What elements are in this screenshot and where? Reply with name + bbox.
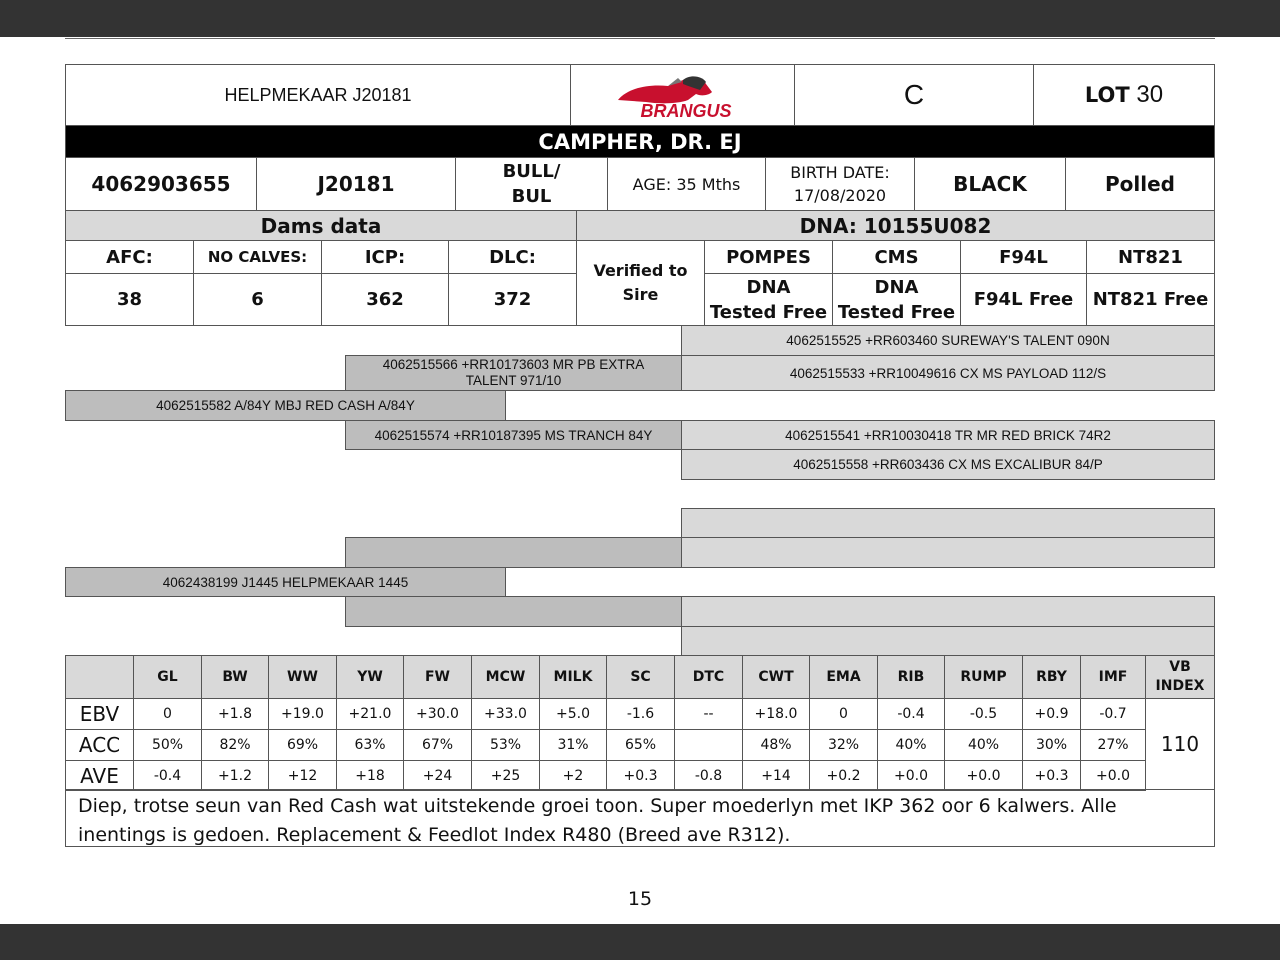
- sex-line-1: BULL/: [502, 161, 561, 182]
- class-code: C: [794, 64, 1034, 126]
- ebv-cell: -0.4: [133, 760, 202, 791]
- ebv-cell: +25: [471, 760, 540, 791]
- ebv-header-imf: IMF: [1080, 655, 1146, 699]
- ebv-cell: +14: [742, 760, 810, 791]
- ebv-cell: 67%: [403, 729, 472, 761]
- ebv-header-ww: WW: [268, 655, 337, 699]
- pedigree-sire-sire-sire: 4062515525 +RR603460 SUREWAY'S TALENT 090N: [681, 325, 1215, 356]
- pedigree-sire-sire-dam: 4062515533 +RR10049616 CX MS PAYLOAD 112/S: [681, 355, 1215, 391]
- index-value: 110: [1145, 698, 1215, 790]
- ebv-cell: +0.0: [877, 760, 945, 791]
- ebv-cell: +0.0: [944, 760, 1023, 791]
- ebv-cell: 40%: [877, 729, 945, 761]
- ebv-cell: 40%: [944, 729, 1023, 761]
- verified-line-1: Verified to: [593, 261, 688, 280]
- ebv-cell: 65%: [606, 729, 675, 761]
- owner-name: CAMPHER, DR. EJ: [65, 125, 1215, 158]
- ebv-cell: 53%: [471, 729, 540, 761]
- ebv-cell: -1.6: [606, 698, 675, 730]
- ebv-cell: 27%: [1080, 729, 1146, 761]
- pompes-result-line-2: Tested Free: [709, 301, 828, 323]
- ebv-header-sc: SC: [606, 655, 675, 699]
- ebv-cell: 32%: [809, 729, 878, 761]
- pedigree-sire-dam-sire: 4062515541 +RR10030418 TR MR RED BRICK 74R2: [681, 420, 1215, 450]
- ebv-header-gl: GL: [133, 655, 202, 699]
- pompes-result: [704, 273, 833, 326]
- top-dark-bar: [0, 0, 1280, 37]
- pedigree-dam-sire-dam: [681, 537, 1215, 568]
- no-calves-header: NO CALVES:: [193, 240, 322, 274]
- pedigree-dam-dam: [345, 596, 682, 627]
- ebv-cell: 0: [133, 698, 202, 730]
- pedigree-dam-dam-dam: [681, 626, 1215, 656]
- ebv-header-ema: EMA: [809, 655, 878, 699]
- ebv-cell: 69%: [268, 729, 337, 761]
- pedigree-sire: 4062515582 A/84Y MBJ RED CASH A/84Y: [65, 390, 506, 421]
- pedigree-dam: 4062438199 J1445 HELPMEKAAR 1445: [65, 567, 506, 597]
- animal-id: J20181: [256, 157, 456, 211]
- ebv-header-rby: RBY: [1022, 655, 1081, 699]
- ebv-cell: +0.0: [1080, 760, 1146, 791]
- cms-result: [832, 273, 961, 326]
- ebv-cell: -0.4: [877, 698, 945, 730]
- colour: BLACK: [914, 157, 1066, 211]
- ebv-cell: -0.7: [1080, 698, 1146, 730]
- ebv-cell: 30%: [1022, 729, 1081, 761]
- ebv-cell: -0.8: [674, 760, 743, 791]
- ebv-header-rump: RUMP: [944, 655, 1023, 699]
- ebv-header-cwt: CWT: [742, 655, 810, 699]
- farm-name: HELPMEKAAR J20181: [65, 64, 571, 126]
- dlc-header: DLC:: [448, 240, 577, 274]
- pedigree-sire-dam: 4062515574 +RR10187395 MS TRANCH 84Y: [345, 420, 682, 450]
- dna-title: DNA: 10155U082: [576, 210, 1215, 241]
- nt821-result: NT821 Free: [1086, 273, 1215, 326]
- pedigree-sire-sire-line-2: TALENT 971/10: [465, 373, 562, 388]
- verified-to-sire: [576, 240, 705, 326]
- lot-label: LOT: [1084, 83, 1130, 107]
- ebv-cell: [674, 729, 743, 761]
- index-header-line-1: VB: [1169, 659, 1191, 675]
- ebv-cell: 50%: [133, 729, 202, 761]
- index-header-line-2: INDEX: [1155, 678, 1205, 694]
- ebv-header-mcw: MCW: [471, 655, 540, 699]
- ebv-cell: 48%: [742, 729, 810, 761]
- ebv-cell: +0.2: [809, 760, 878, 791]
- nt821-header: NT821: [1086, 240, 1215, 274]
- remarks-text: Diep, trotse seun van Red Cash wat uitstekende groei toon. Super moederlyn met IKP 362 oor 6 kalwers. Alle inentings is gedoen. Replacement & Feedlot Index R480 (Breed ave R312).: [65, 789, 1215, 847]
- ebv-cell: +0.9: [1022, 698, 1081, 730]
- cms-result-line-1: DNA: [874, 276, 919, 298]
- f94l-header: F94L: [960, 240, 1087, 274]
- ebv-row-label-ebv: EBV: [65, 698, 134, 730]
- afc-header: AFC:: [65, 240, 194, 274]
- icp-value: 362: [321, 273, 449, 326]
- dams-data-title: Dams data: [65, 210, 577, 241]
- dlc-value: 372: [448, 273, 577, 326]
- icp-header: ICP:: [321, 240, 449, 274]
- ebv-header-fw: FW: [403, 655, 472, 699]
- ebv-header-yw: YW: [336, 655, 404, 699]
- ebv-cell: +33.0: [471, 698, 540, 730]
- bottom-dark-bar: [0, 924, 1280, 960]
- ebv-cell: +1.8: [201, 698, 269, 730]
- ebv-cell: +18: [336, 760, 404, 791]
- ebv-cell: +0.3: [606, 760, 675, 791]
- ebv-cell: +19.0: [268, 698, 337, 730]
- pedigree-sire-sire-line-1: 4062515566 +RR10173603 MR PB EXTRA: [382, 357, 645, 372]
- horn-status: Polled: [1065, 157, 1215, 211]
- ebv-cell: -0.5: [944, 698, 1023, 730]
- pompes-result-line-1: DNA: [746, 276, 791, 298]
- index-header: [1145, 655, 1215, 699]
- cms-header: CMS: [832, 240, 961, 274]
- birth-date-label: BIRTH DATE:: [790, 163, 890, 182]
- pedigree-dam-sire: [345, 537, 682, 568]
- f94l-result: F94L Free: [960, 273, 1087, 326]
- pedigree-dam-sire-sire: [681, 508, 1215, 538]
- sex-line-2: BUL: [511, 186, 552, 207]
- verified-line-2: Sire: [622, 285, 659, 304]
- ebv-cell: --: [674, 698, 743, 730]
- ebv-header-rib: RIB: [877, 655, 945, 699]
- ebv-cell: 31%: [539, 729, 607, 761]
- top-divider: [65, 37, 1215, 39]
- ebv-cell: 63%: [336, 729, 404, 761]
- sex-box: [455, 157, 608, 211]
- ebv-cell: +12: [268, 760, 337, 791]
- ebv-cell: +24: [403, 760, 472, 791]
- ebv-cell: 0: [809, 698, 878, 730]
- page-number: 15: [627, 888, 653, 910]
- ebv-row-label-acc: ACC: [65, 729, 134, 761]
- ebv-row-label-ave: AVE: [65, 760, 134, 791]
- ebv-cell: +2: [539, 760, 607, 791]
- cms-result-line-2: Tested Free: [837, 301, 956, 323]
- ebv-corner-header: [65, 655, 134, 699]
- ebv-cell: +0.3: [1022, 760, 1081, 791]
- pedigree-sire-dam-dam: 4062515558 +RR603436 CX MS EXCALIBUR 84/P: [681, 449, 1215, 480]
- lot-number: 30: [1136, 81, 1164, 108]
- lot-box: [1033, 64, 1215, 126]
- birth-date: 17/08/2020: [793, 186, 887, 205]
- ebv-cell: +18.0: [742, 698, 810, 730]
- no-calves-value: 6: [193, 273, 322, 326]
- animal-age: AGE: 35 Mths: [607, 157, 766, 211]
- ebv-cell: +5.0: [539, 698, 607, 730]
- bull-logo-icon: [608, 70, 758, 120]
- brangus-logo: [570, 64, 795, 126]
- ebv-cell: +21.0: [336, 698, 404, 730]
- ebv-header-milk: MILK: [539, 655, 607, 699]
- birth-date-box: [765, 157, 915, 211]
- ebv-header-bw: BW: [201, 655, 269, 699]
- ebv-cell: +30.0: [403, 698, 472, 730]
- logo-text: BRANGUS: [639, 101, 732, 120]
- ebv-header-dtc: DTC: [674, 655, 743, 699]
- pompes-header: POMPES: [704, 240, 833, 274]
- afc-value: 38: [65, 273, 194, 326]
- pedigree-dam-dam-sire: [681, 596, 1215, 627]
- registration-number: 4062903655: [65, 157, 257, 211]
- ebv-cell: 82%: [201, 729, 269, 761]
- pedigree-sire-sire: [345, 355, 682, 391]
- ebv-cell: +1.2: [201, 760, 269, 791]
